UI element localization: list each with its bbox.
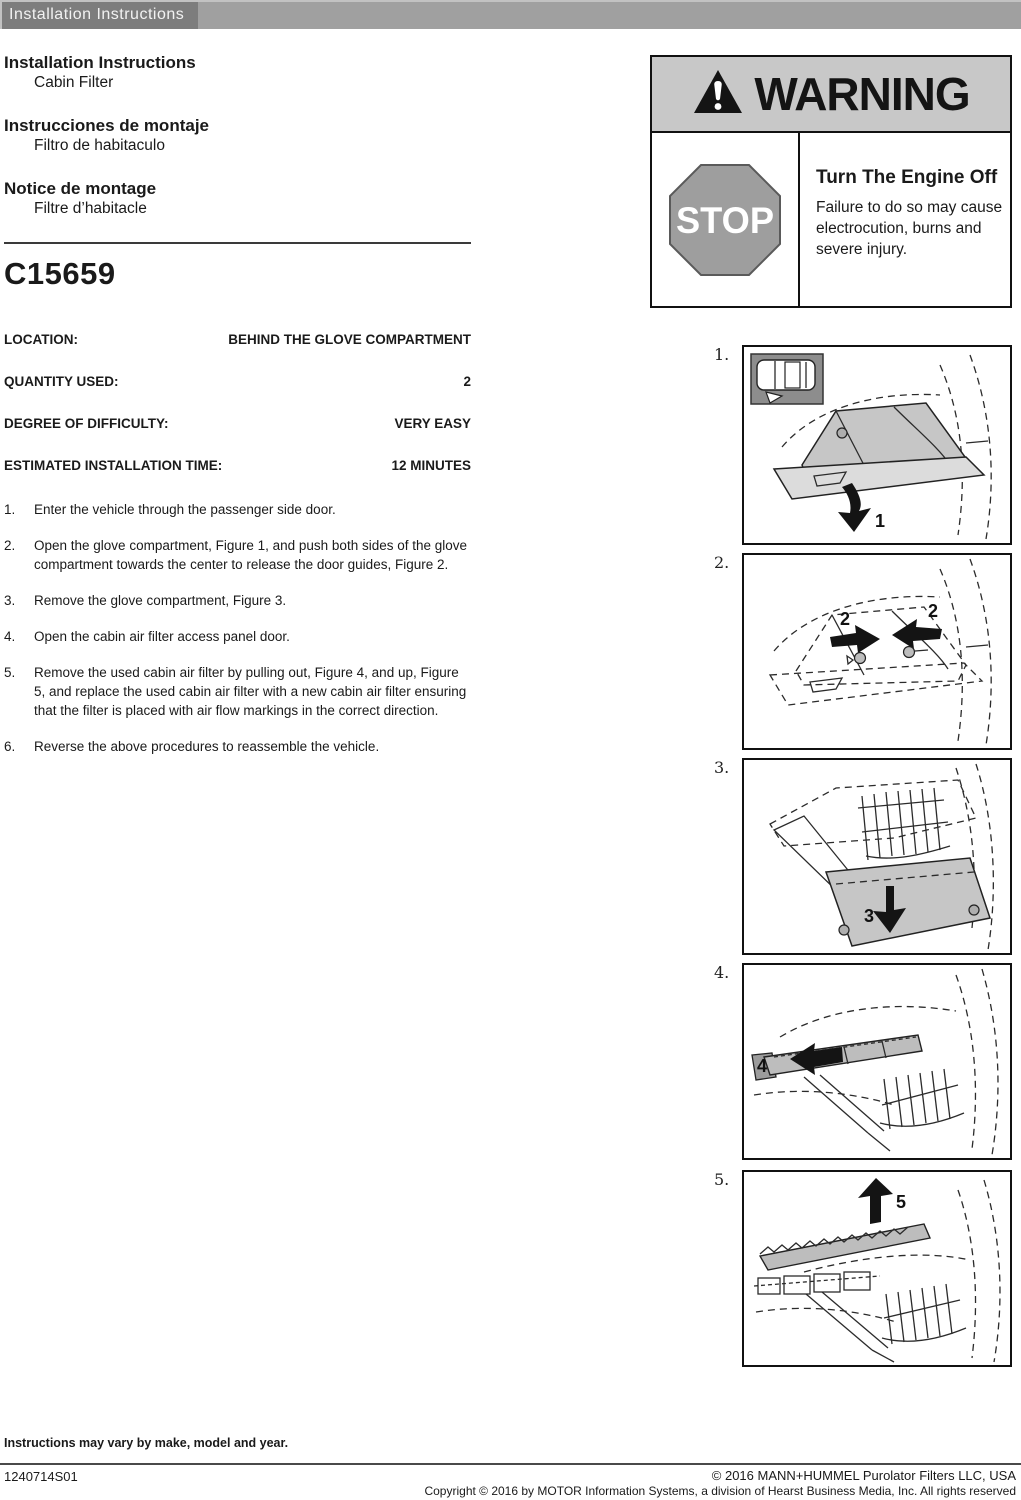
door-guide-right <box>904 647 915 658</box>
step-2 <box>4 536 471 574</box>
spec-value: 12 MINUTES <box>391 458 471 473</box>
dash-cavity-outline <box>770 780 976 846</box>
spec-value: 2 <box>463 374 471 389</box>
open-door-flap-outline <box>770 663 982 705</box>
spec-value: VERY EASY <box>394 416 471 431</box>
step-5 <box>4 663 471 720</box>
push-left-arrow-icon <box>892 619 942 649</box>
figure-5-frame <box>742 1170 1012 1367</box>
figure-4 <box>714 963 1012 1160</box>
figure-4-arrow-number: 4 <box>757 1056 768 1076</box>
cabin-filter-shape <box>764 1035 922 1075</box>
warning-paragraph: Failure to do so may cause electrocution, burns and severe injury. <box>816 199 1003 258</box>
warning-title: WARNING <box>754 68 970 120</box>
footer-copyright-line1: © 2016 MANN+HUMMEL Purolator Filters LLC, USA <box>711 1468 1016 1483</box>
step-text: Remove the glove compartment, Figure 3. <box>34 593 287 608</box>
heading-french-title: Notice de montage <box>4 179 157 198</box>
spec-label: DEGREE OF DIFFICULTY: <box>4 416 169 431</box>
filter-housing-grid <box>858 788 950 860</box>
step-text: Enter the vehicle through the passenger side door. <box>34 502 336 517</box>
step-3 <box>4 591 471 610</box>
housing-grid <box>880 1069 964 1129</box>
figure-4-frame <box>742 963 1012 1160</box>
warning-heading: Turn The Engine Off <box>816 167 998 188</box>
stop-sign-cell <box>652 133 800 306</box>
spec-row-install-time <box>4 458 471 473</box>
warning-body <box>652 133 1010 306</box>
heading-french <box>4 179 471 218</box>
stop-sign-text: STOP <box>676 199 774 241</box>
figure-1-illustration <box>744 347 1010 543</box>
figure-1 <box>714 345 1012 545</box>
left-column <box>4 53 471 773</box>
stop-sign-icon <box>666 161 784 279</box>
figure-3-label: 3. <box>714 758 730 777</box>
warning-triangle-icon <box>692 68 744 121</box>
step-number: 2. <box>4 538 16 553</box>
heading-english-subtitle: Cabin Filter <box>34 74 114 91</box>
step-number: 5. <box>4 665 16 680</box>
figure-2-arrow-left-number: 2 <box>840 609 851 629</box>
figure-1-frame <box>742 345 1012 545</box>
top-title-bar <box>0 0 1021 29</box>
spec-row-location <box>4 332 471 347</box>
heading-english-title: Installation Instructions <box>4 53 196 72</box>
figure-3-arrow-number: 3 <box>864 906 875 926</box>
glove-door-outline <box>796 607 966 685</box>
figure-4-illustration <box>744 965 1010 1158</box>
figure-2-illustration <box>744 555 1010 748</box>
figure-5-label: 5. <box>714 1170 730 1189</box>
door-guide-left <box>855 653 866 664</box>
instruction-steps <box>4 500 471 756</box>
top-title-text: Installation Instructions <box>2 2 198 29</box>
step-text: Remove the used cabin air filter by pulling out, Figure 4, and up, Figure 5, and replace the used cabin air filter with a new cabin air filter ensuring that the filter is placed with air flow markings in the correct direction. <box>34 665 467 718</box>
footer-note: Instructions may vary by make, model and year. <box>4 1436 289 1450</box>
footer-divider <box>0 1463 1021 1465</box>
heading-spanish-subtitle: Filtro de habitaculo <box>34 137 165 154</box>
step-text: Reverse the above procedures to reassemble the vehicle. <box>34 739 380 754</box>
figure-4-label: 4. <box>714 963 730 982</box>
step-6 <box>4 737 471 756</box>
heading-french-subtitle: Filtre d’habitacle <box>34 200 147 217</box>
heading-spanish <box>4 116 471 155</box>
pull-up-arrow-icon <box>858 1178 893 1224</box>
spec-value: BEHIND THE GLOVE COMPARTMENT <box>228 332 471 347</box>
figure-1-label: 1. <box>714 345 730 364</box>
step-1 <box>4 500 471 519</box>
push-right-arrow-icon <box>830 625 880 653</box>
step-text: Open the cabin air filter access panel door. <box>34 629 290 644</box>
figure-2 <box>714 553 1012 750</box>
spec-table <box>4 332 471 473</box>
step-number: 6. <box>4 739 16 754</box>
spec-row-difficulty <box>4 416 471 431</box>
heading-english <box>4 53 471 92</box>
figure-5-illustration <box>744 1172 1010 1365</box>
figure-3-illustration <box>744 760 1010 953</box>
warning-box <box>650 55 1012 308</box>
figure-1-arrow-number: 1 <box>875 511 886 531</box>
figure-5 <box>714 1170 1012 1367</box>
spec-label: ESTIMATED INSTALLATION TIME: <box>4 458 223 473</box>
figure-3-frame <box>742 758 1012 955</box>
step-number: 4. <box>4 629 16 644</box>
glove-box-removed-shape <box>826 858 990 946</box>
part-number: C15659 <box>4 256 116 291</box>
warning-text-cell <box>800 133 1021 306</box>
warning-header <box>652 57 1010 133</box>
footer-copyright-line2: Copyright © 2016 by MOTOR Information Systems, a division of Hearst Business Media, Inc. All rights reserved <box>424 1484 1016 1498</box>
step-number: 3. <box>4 593 16 608</box>
spec-label: QUANTITY USED: <box>4 374 119 389</box>
spec-row-quantity <box>4 374 471 389</box>
figure-2-arrow-right-number: 2 <box>928 601 939 621</box>
section-divider <box>4 242 471 244</box>
step-4 <box>4 627 471 646</box>
figure-3 <box>714 758 1012 955</box>
footer-document-number: 1240714S01 <box>4 1469 78 1484</box>
step-text: Open the glove compartment, Figure 1, and push both sides of the glove compartment towards the center to release the door guides, Figure 2. <box>34 538 468 572</box>
spec-label: LOCATION: <box>4 332 78 347</box>
figure-2-label: 2. <box>714 553 730 572</box>
figure-5-arrow-number: 5 <box>896 1192 907 1212</box>
step-number: 1. <box>4 502 16 517</box>
filter-rail-segments <box>754 1272 880 1294</box>
figure-2-frame <box>742 553 1012 750</box>
heading-spanish-title: Instrucciones de montaje <box>4 116 209 135</box>
housing-grid <box>882 1284 966 1344</box>
